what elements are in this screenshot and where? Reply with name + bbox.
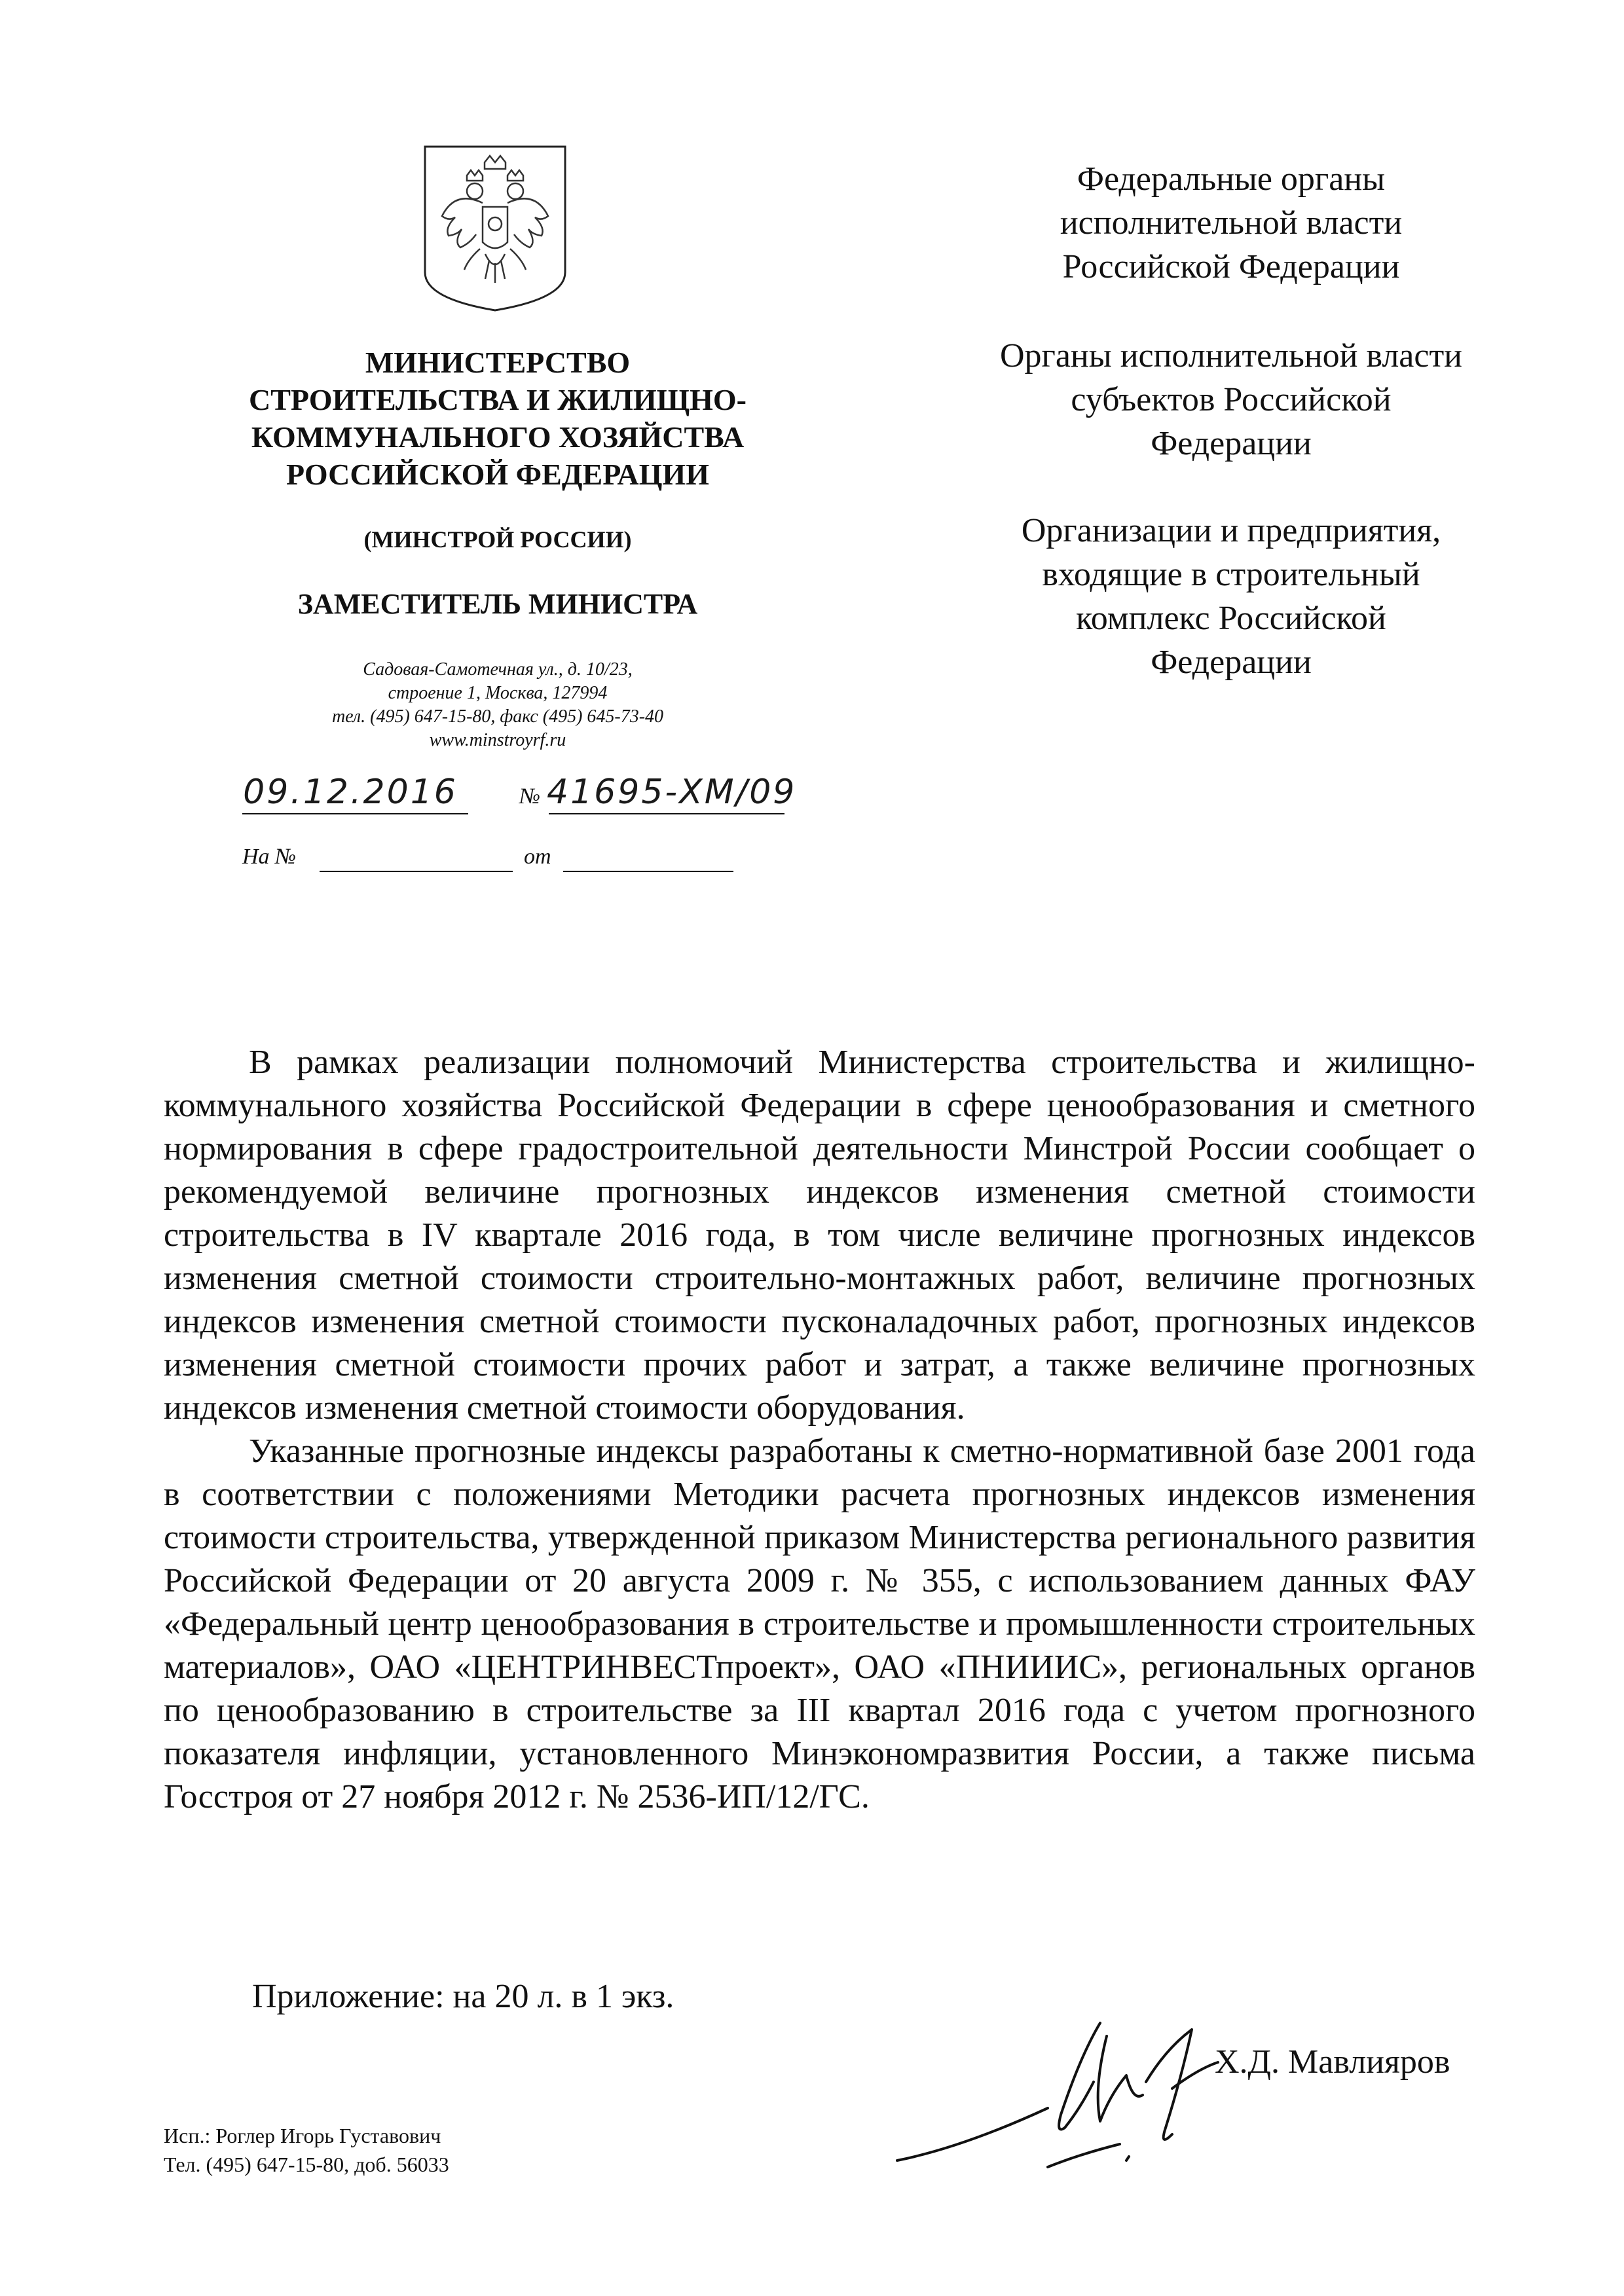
attachment-note: Приложение: на 20 л. в 1 экз.	[252, 1978, 674, 2015]
addressee-federal	[904, 157, 1559, 289]
executor-name: Исп.: Роглер Игорь Густавович	[164, 2124, 441, 2147]
body-paragraph: В рамках реализации полномочий Министерства строительства и жилищно-коммунального хозяйства Российской Федерации в сфере ценообразования и сметного нормирования в сфере градостроительной деятельности Минстрой России сообщает о рекомендуемой величине прогнозных индексов изменения сметной стоимости строительства в IV квартале 2016 года, в том числе величине прогнозных индексов изменения сметной стоимости строительно-монтажных работ, величине прогнозных индексов изменения сметной стоимости пусконаладочных работ, прогнозных индексов изменения сметной стоимости прочих работ и затрат, а также величине прогнозных индексов изменения сметной стоимости оборудования.	[164, 1044, 1475, 1427]
addressee-line: исполнительной власти	[1060, 204, 1403, 242]
addressee-line: Органы исполнительной власти	[999, 337, 1463, 374]
address-line: www.minstroyrf.ru	[429, 730, 566, 750]
ministry-line: СТРОИТЕЛЬСТВА И ЖИЛИЩНО-	[249, 383, 747, 416]
ministry-line: РОССИЙСКОЙ ФЕДЕРАЦИИ	[286, 458, 709, 491]
signer-name: Х.Д. Мавлияров	[1215, 2043, 1450, 2081]
addressee-line: Организации и предприятия,	[1021, 512, 1441, 549]
address-line: тел. (495) 647-15-80, факс (495) 645-73-40	[331, 706, 664, 727]
executor-info	[164, 2121, 449, 2179]
body-paragraph: Указанные прогнозные индексы разработаны к сметно-нормативной базе 2001 года в соответствии с положениями Методики расчета прогнозных индексов изменения стоимости строительства, утвержденной приказом Министерства регионального развития Российской Федерации от 20 августа 2009 г. № 355, с использованием данных ФАУ «Федеральный центр ценообразования в строительстве и промышленности строительных материалов», ОАО «ЦЕНТРИНВЕСТпроект», ОАО «ПНИИИС», региональных органов по ценообразованию в строительстве за III квартал 2016 года с учетом прогнозного показателя инфляции, установленного Минэкономразвития России, а также письма Госстроя от 27 ноября 2012 г. № 2536-ИП/12/ГС.	[164, 1432, 1475, 1815]
ministry-address	[216, 658, 779, 752]
addressee-line: субъектов Российской	[1071, 381, 1392, 418]
number-underline	[549, 813, 784, 814]
position-title: ЗАМЕСТИТЕЛЬ МИНИСТРА	[297, 588, 698, 620]
address-line: Садовая-Самотечная ул., д. 10/23,	[363, 659, 633, 680]
handwritten-signature	[884, 1997, 1251, 2180]
ministry-line: МИНИСТЕРСТВО	[365, 346, 631, 379]
reference-line	[242, 845, 740, 877]
reference-date-label: от	[524, 845, 551, 869]
coat-of-arms-emblem	[422, 144, 568, 313]
addressee-line: Федеральные органы	[1077, 160, 1386, 198]
addressee-line: комплекс Российской	[1076, 600, 1386, 637]
address-line: строение 1, Москва, 127994	[388, 683, 608, 703]
executor-phone: Тел. (495) 647-15-80, доб. 56033	[164, 2153, 449, 2176]
addressee-regional	[904, 334, 1559, 465]
ministry-line: КОММУНАЛЬНОГО ХОЗЯЙСТВА	[251, 420, 745, 454]
number-sign: №	[519, 784, 541, 809]
ministry-abbreviation: (МИНСТРОЙ РОССИИ)	[363, 526, 632, 553]
registration-date: 09.12.2016	[243, 773, 458, 812]
registration-line	[242, 773, 832, 825]
letter-body	[164, 1041, 1475, 1819]
addressee-line: входящие в строительный	[1042, 556, 1420, 593]
addressee-line: Федерации	[1151, 644, 1312, 681]
registration-number: 41695-ХМ/09	[547, 773, 797, 812]
date-underline	[242, 813, 468, 814]
addressee-line: Федерации	[1151, 425, 1312, 462]
reference-date-blank	[563, 871, 733, 872]
addressee-organizations	[904, 509, 1559, 684]
ministry-name	[216, 344, 779, 493]
reference-number-label: На №	[242, 845, 297, 869]
reference-number-blank	[320, 871, 513, 872]
addressee-line: Российской Федерации	[1062, 248, 1400, 285]
